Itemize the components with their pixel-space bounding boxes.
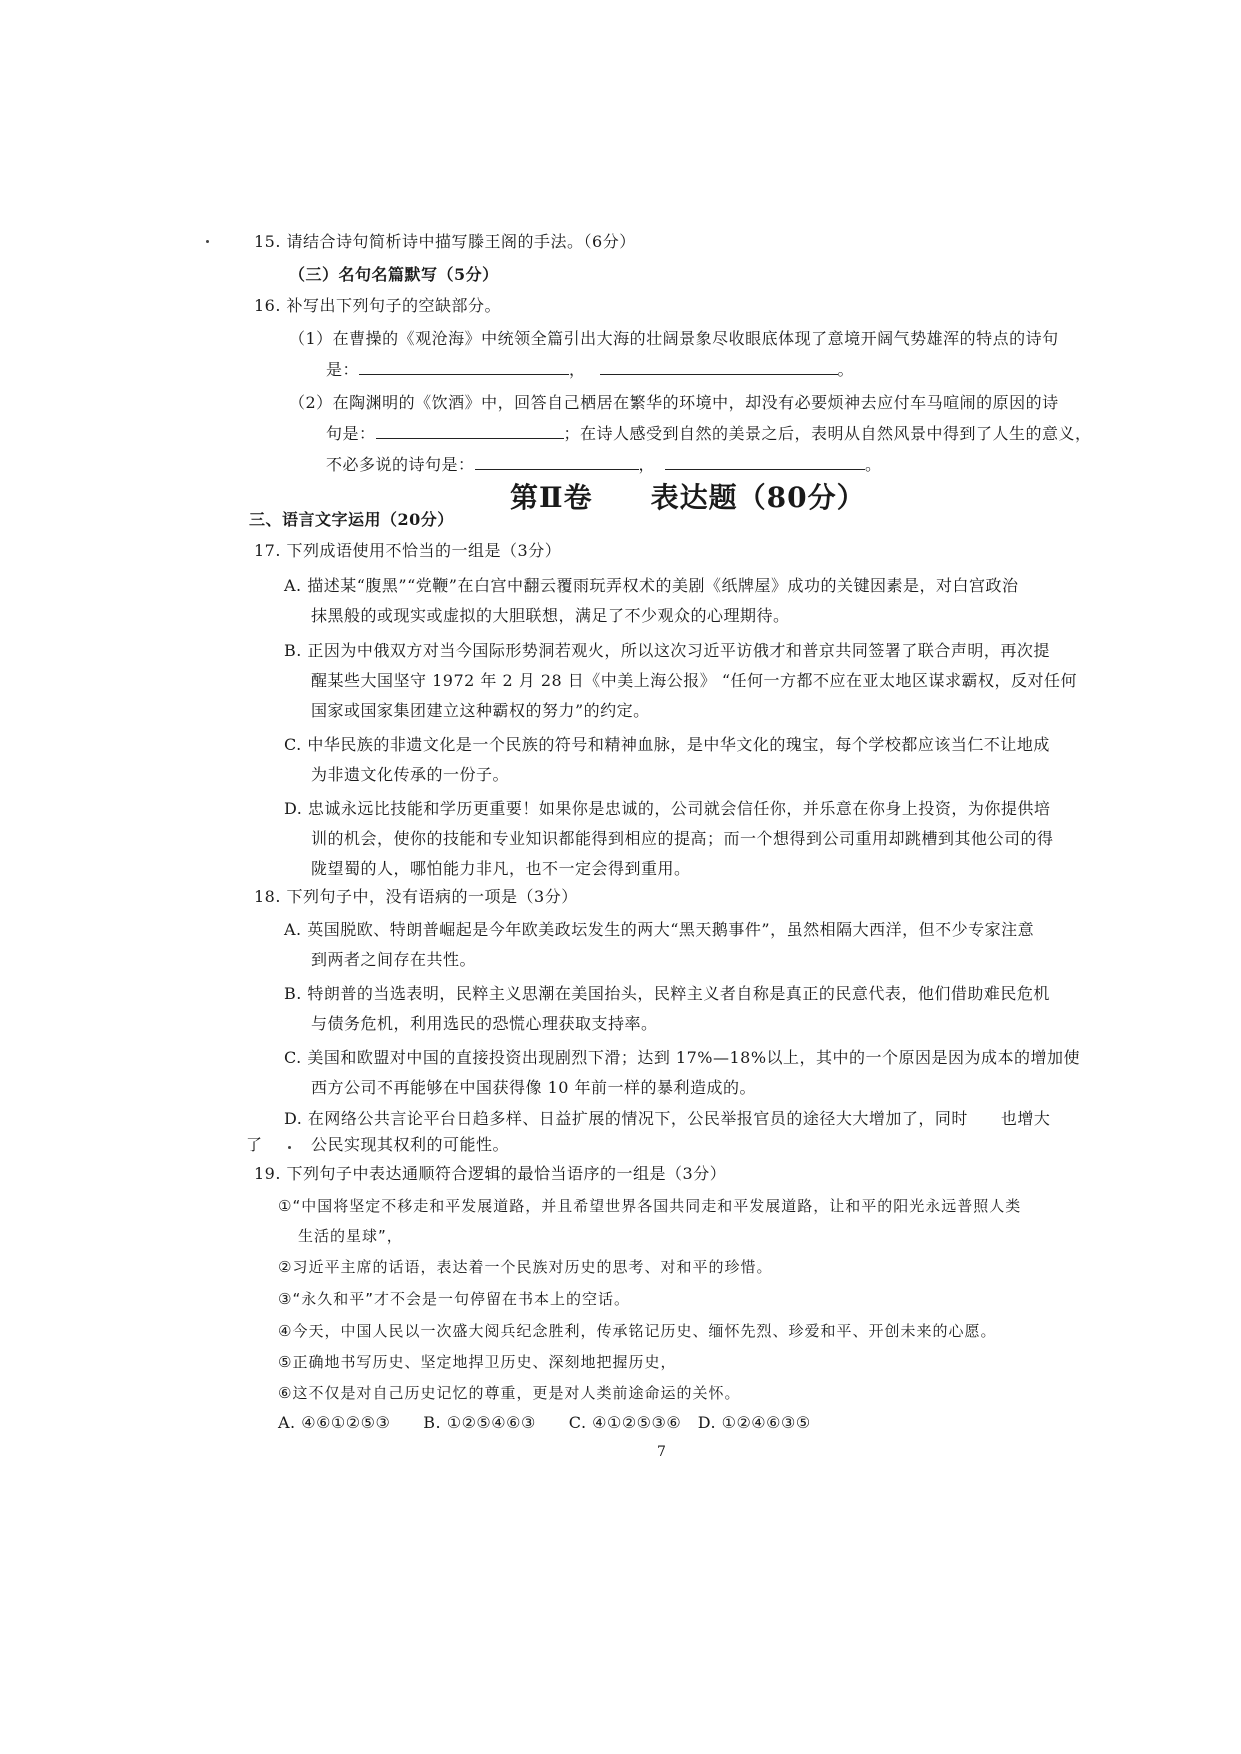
- q16-2-comma: ，: [638, 455, 656, 474]
- q16-1-prefix: 是：: [326, 360, 360, 379]
- q16-2-suffix: ；在诗人感受到自然的美景之后，表明从自然风景中得到了人生的意义，: [563, 424, 1092, 443]
- q17-option-b-line2: 醒某些大国坚守 1972 年 2 月 28 日《中美上海公报》 “任何一方都不应在亚太地区谋求霸权，反对任何: [311, 671, 1078, 690]
- scan-speck: [288, 1146, 291, 1149]
- q18-option-b-line2: 与债务危机，利用选民的恐慌心理获取支持率。: [311, 1014, 658, 1033]
- q16-2-line2: [326, 424, 1092, 444]
- q17-option-c-line2: 为非遗文化传承的一份子。: [311, 765, 510, 784]
- q18-option-d-line1: D. 在网络公共言论平台日趋多样、日益扩展的情况下，公民举报官员的途径大大增加了，同时 也增大: [284, 1109, 1051, 1128]
- q16-1-comma: ，: [569, 360, 586, 379]
- q16-2-line1: （2）在陶渊明的《饮酒》中，回答自己栖居在繁华的环境中，却没有必要烦神去应付车马喧闹的原因的诗: [289, 393, 1059, 412]
- q16-2-prefix: 句是：: [326, 424, 376, 443]
- section-language-title: 三、语言文字运用（20分）: [249, 510, 454, 529]
- q19-sentence-4: ④今天，中国人民以一次盛大阅兵纪念胜利，传承铭记历史、缅怀先烈、珍爱和平、开创未来的心愿。: [278, 1322, 997, 1340]
- question-15: 15. 请结合诗句简析诗中描写滕王阁的手法。（6分）: [254, 232, 636, 251]
- page-number: 7: [657, 1444, 666, 1460]
- q19-sentence-2: ②习近平主席的话语，表达着一个民族对历史的思考、对和平的珍惜。: [278, 1258, 773, 1276]
- scan-speck: [206, 240, 209, 243]
- q16-2-line3: [326, 455, 882, 475]
- q17-option-c-line1: C. 中华民族的非遗文化是一个民族的符号和精神血脉，是中华文化的瑰宝，每个学校都应该当仁不让地成: [284, 735, 1050, 754]
- question-16: 16. 补写出下列句子的空缺部分。: [254, 296, 502, 315]
- q18-option-a-line2: 到两者之间存在共性。: [311, 950, 477, 969]
- q17-option-d-line2: 训的机会，使你的技能和专业知识都能得到相应的提高；而一个想得到公司重用却跳槽到其他公司的得: [311, 829, 1054, 848]
- answer-blank-3[interactable]: [376, 424, 564, 439]
- q17-option-a-line2: 抹黑般的或现实或虚拟的大胆联想，满足了不少观众的心理期待。: [311, 606, 790, 625]
- question-17: 17. 下列成语使用不恰当的一组是（3分）: [254, 541, 562, 560]
- q16-2-end: 。: [865, 455, 882, 474]
- q19-sentence-3: ③“永久和平”才不会是一句停留在书本上的空话。: [278, 1290, 630, 1308]
- answer-blank-5[interactable]: [665, 455, 865, 470]
- q18-option-b-line1: B. 特朗普的当选表明，民粹主义思潮在美国抬头，民粹主义者自称是真正的民意代表，他们借助难民危机: [284, 984, 1050, 1003]
- q19-sentence-1b: 生活的星球”，: [298, 1227, 403, 1245]
- answer-blank-4[interactable]: [475, 455, 639, 470]
- q19-sentence-1a: ①“中国将坚定不移走和平发展道路，并且希望世界各国共同走和平发展道路，让和平的阳光永远普照人类: [278, 1197, 1022, 1215]
- q16-1-line1: （1）在曹操的《观沧海》中统领全篇引出大海的壮阔景象尽收眼底体现了意境开阔气势雄浑的特点的诗句: [289, 329, 1059, 348]
- q17-option-b-line1: B. 正因为中俄双方对当今国际形势洞若观火，所以这次习近平访俄才和普京共同签署了联合声明，再次提: [284, 641, 1050, 660]
- q19-sentence-5: ⑤正确地书写历史、坚定地捍卫历史、深刻地把握历史，: [278, 1353, 677, 1371]
- q18-option-c-line1: C. 美国和欧盟对中国的直接投资出现剧烈下滑；达到 17%—18%以上，其中的一个原因是因为成本的增加使: [284, 1048, 1081, 1067]
- q16-2-line3-prefix: 不必多说的诗句是：: [326, 455, 475, 474]
- section-3-title: （三）名句名篇默写（5分）: [289, 265, 499, 284]
- q17-option-d-line1: D. 忠诚永远比技能和学历更重要！如果你是忠诚的，公司就会信任你，并乐意在你身上投资，为你提供培: [284, 799, 1051, 818]
- q19-sentence-6: ⑥这不仅是对自己历史记忆的尊重，更是对人类前途命运的关怀。: [278, 1384, 741, 1402]
- q18-option-d-prefix: 了: [246, 1135, 263, 1154]
- q19-options: A. ④⑥①②⑤③ B. ①②⑤④⑥③ C. ④①②⑤③⑥ D. ①②④⑥③⑤: [278, 1413, 811, 1432]
- answer-blank-2[interactable]: [600, 360, 838, 375]
- part-2-title: 第Ⅱ卷 表达题（80分）: [510, 481, 866, 514]
- q17-option-b-line3: 国家或国家集团建立这种霸权的努力”的约定。: [311, 701, 650, 720]
- q16-1-end: 。: [837, 360, 855, 379]
- q17-option-a-line1: A. 描述某“腹黑”“党鞭”在白宫中翻云覆雨玩弄权术的美剧《纸牌屋》成功的关键因素是，对白宫政治: [284, 576, 1019, 595]
- q18-option-c-line2: 西方公司不再能够在中国获得像 10 年前一样的暴利造成的。: [311, 1078, 757, 1097]
- q18-option-d-line2: 公民实现其权利的可能性。: [311, 1135, 510, 1154]
- question-18: 18. 下列句子中，没有语病的一项是（3分）: [254, 887, 578, 906]
- question-19: 19. 下列句子中表达通顺符合逻辑的最恰当语序的一组是（3分）: [254, 1164, 727, 1183]
- q16-1-line2: [326, 360, 854, 380]
- q17-option-d-line3: 陇望蜀的人，哪怕能力非凡，也不一定会得到重用。: [311, 859, 691, 878]
- answer-blank-1[interactable]: [359, 360, 569, 375]
- q18-option-a-line1: A. 英国脱欧、特朗普崛起是今年欧美政坛发生的两大“黑天鹅事件”，虽然相隔大西洋，但不少专家注意: [284, 920, 1035, 939]
